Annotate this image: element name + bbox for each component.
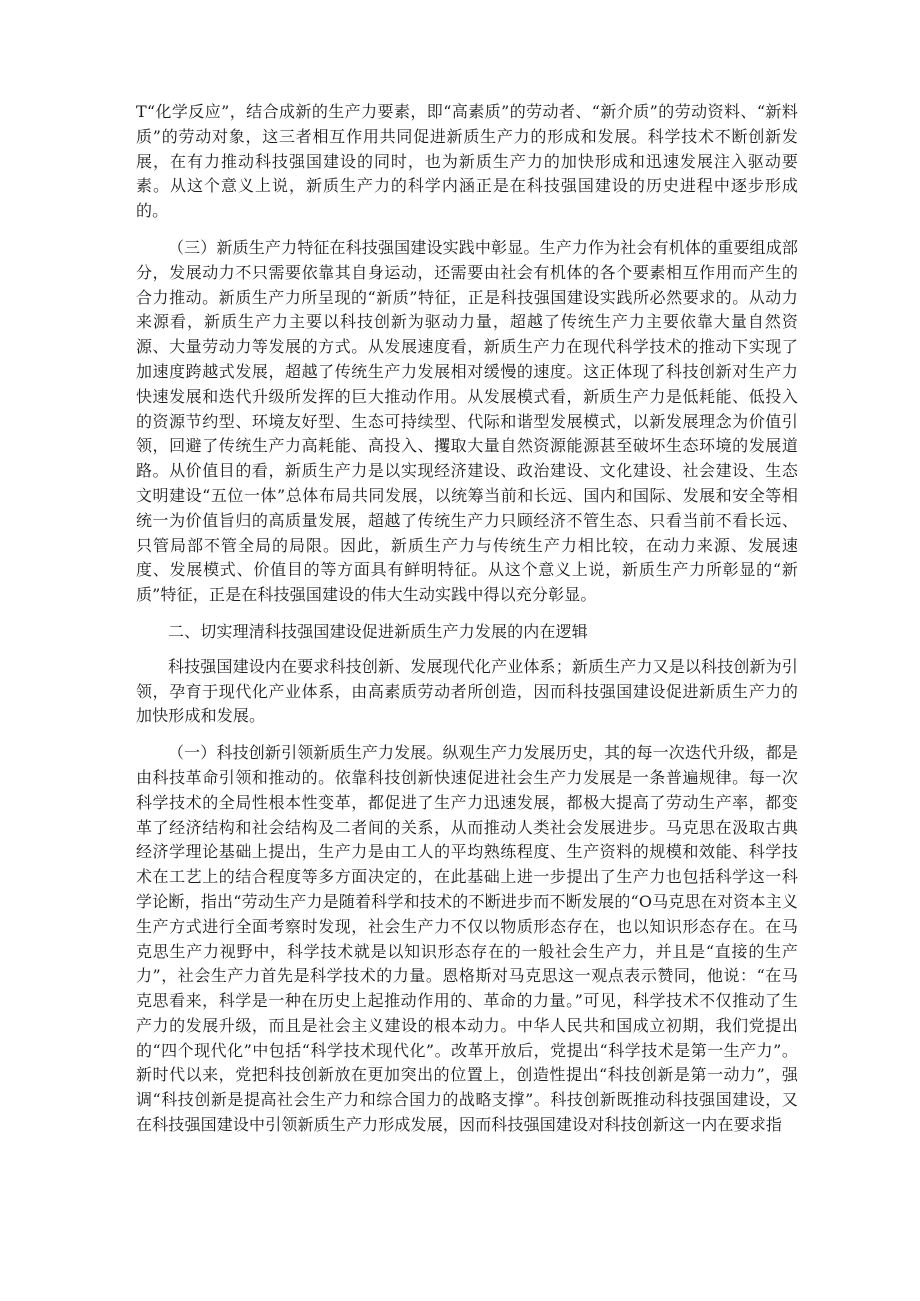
section-heading-two: 二、切实理清科技强国建设促进新质生产力发展的内在逻辑: [168, 621, 588, 641]
paragraph-subsection-one: （一）科技创新引领新质生产力发展。纵观生产力发展历史，其的每一次迭代升级，都是由科技革命引领和推动的。依靠科技创新快速促进社会生产力发展是一条普遍规律。每一次科学技术的全局性根本性变革，都促进了生产力迅速发展，都极大提高了劳动生产率，都变革了经济结构和社会结构及二者间的关系，从而推动人类社会发展进步。马克思在汲取古典经济学理论基础上提出，生产力是由工人的平均熟练程度、生产资料的规模和效能、科学技术在工艺上的结合程度等多方面决定的，在此基础上进一步提出了生产力也包括科学这一科学论断，指出“劳动生产力是随着科学和技术的不断进步而不断发展的“O马克思在对资本主义生产方式进行全面考察时发现，社会生产力不仅以物质形态存在，也以知识形态存在。在马克思生产力视野中，科学技术就是以知识形态存在的一般社会生产力，并且是“直接的生产力”，社会生产力首先是科学技术的力量。恩格斯对马克思这一观点表示赞同，他说：“在马克思看来，科学是一种在历史上起推动作用的、革命的力量。”可见，科学技术不仅推动了生产力的发展升级，而且是社会主义建设的根本动力。中华人民共和国成立初期，我们党提出的“四个现代化”中包括“科学技术现代化”。改革开放后，党提出“科学技术是第一生产力”。新时代以来，党把科技创新放在更加突出的位置上，创造性提出“科技创新是第一动力”，强调“科技创新是提高社会生产力和综合国力的战略支撑”。科技创新既推动科技强国建设，又在科技强国建设中引领新质生产力形成发展，因而科技强国建设对科技创新这一内在要求指: [136, 743, 798, 1135]
paragraph-continuation: T“化学反应”，结合成新的生产力要素，即“高素质”的劳动者、“新介质”的劳动资料、“新料质”的劳动对象，这三者相互作用共同促进新质生产力的形成和发展。科学技术不断创新发展，在有力推动科技强国建设的同时，也为新质生产力的加快形成和迅速发展注入驱动要素。从这个意义上说，新质生产力的科学内涵正是在科技强国建设的历史进程中逐步形成的。: [136, 102, 798, 221]
document-body: [136, 100, 798, 1150]
paragraph-section-three: （三）新质生产力特征在科技强国建设实践中彰显。生产力作为社会有机体的重要组成部分，发展动力不只需要依靠其自身运动，还需要由社会有机体的各个要素相互作用而产生的合力推动。新质生产力所呈现的“新质”特征，正是科技强国建设实践所必然要求的。从动力来源看，新质生产力主要以科技创新为驱动力量，超越了传统生产力主要依靠大量自然资源、大量劳动力等发展的方式。从发展速度看，新质生产力在现代科学技术的推动下实现了加速度跨越式发展，超越了传统生产力发展相对缓慢的速度。这正体现了科技创新对生产力快速发展和迭代升级所发挥的巨大推动作用。从发展模式看，新质生产力是低耗能、低投入的资源节约型、环境友好型、生态可持续型、代际和谐型发展模式，以新发展理念为价值引领，回避了传统生产力高耗能、高投入、攫取大量自然资源能源甚至破坏生态环境的发展道路。从价值目的看，新质生产力是以实现经济建设、政治建设、文化建设、社会建设、生态文明建设“五位一体”总体布局共同发展，以统筹当前和长远、国内和国际、发展和安全等相统一为价值旨归的高质量发展，超越了传统生产力只顾经济不管生态、只看当前不看长远、只管局部不管全局的局限。因此，新质生产力与传统生产力相比较，在动力来源、发展速度、发展模式、价值目的等方面具有鲜明特征。从这个意义上说，新质生产力所彰显的“新质”特征，正是在科技强国建设的伟大生动实践中得以充分彰显。: [136, 237, 798, 605]
paragraph-section-two-intro: 科技强国建设内在要求科技创新、发展现代化产业体系；新质生产力又是以科技创新为引领，孕育于现代化产业体系，由高素质劳动者所创造，因而科技强国建设促进新质生产力的加快形成和发展。: [136, 656, 798, 726]
